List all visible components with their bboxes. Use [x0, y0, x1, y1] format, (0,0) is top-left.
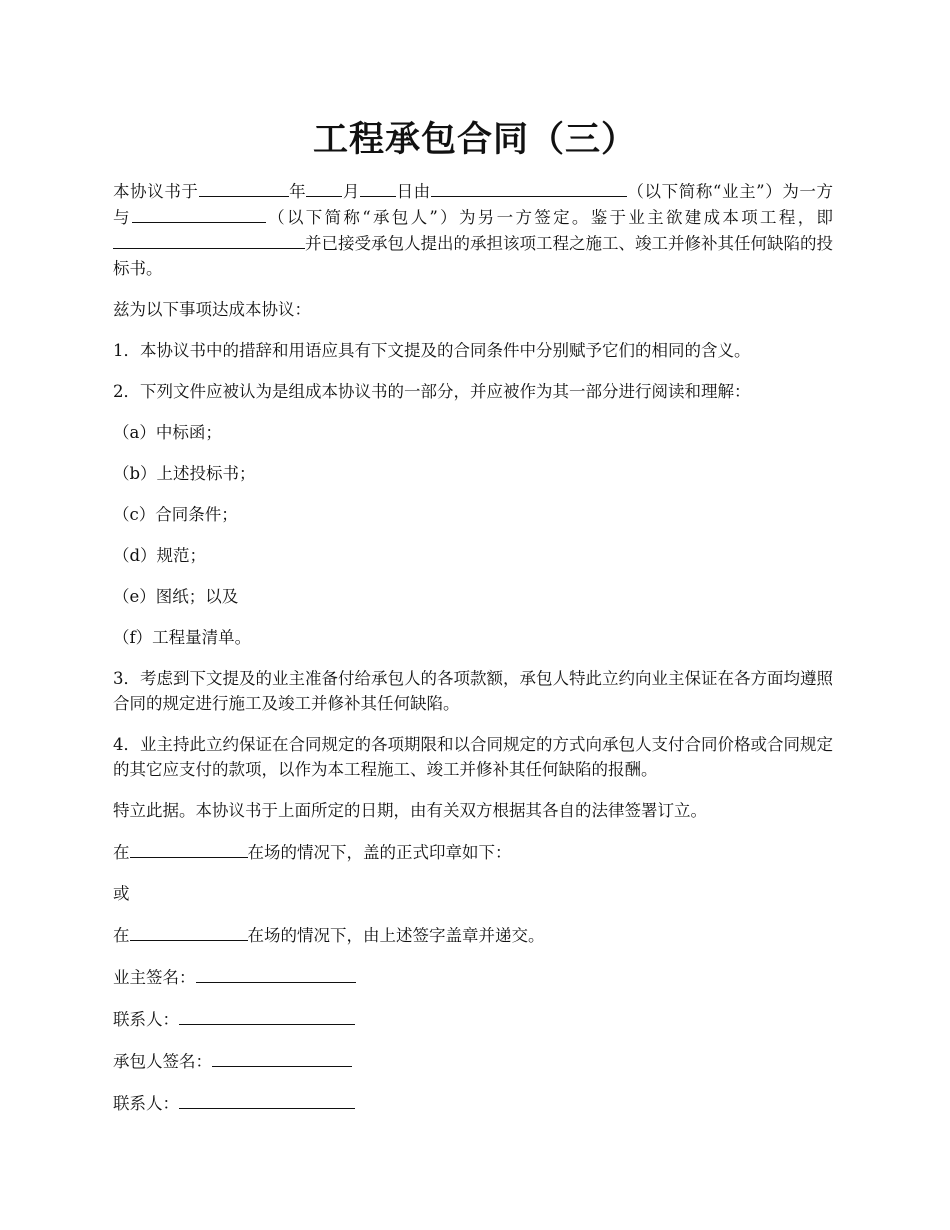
list-item: （b）上述投标书； [113, 464, 256, 483]
blank-contractor [132, 204, 266, 223]
intro-text-5: （以下简称“业主”）为一方与 [113, 182, 834, 227]
list-item: （d）规范； [113, 546, 207, 565]
blank-day [360, 178, 396, 197]
blank-project [113, 230, 305, 249]
sign-line [113, 922, 833, 948]
contractor-signature-blank [212, 1048, 352, 1067]
list-item: （c）合同条件； [113, 505, 238, 524]
list-item: （f）工程量清单。 [113, 628, 252, 647]
intro-text-1: 本协议书于 [113, 182, 199, 201]
intro-text-4: 日由 [395, 182, 431, 201]
witness-statement: 特立此据。本协议书于上面所定的日期，由有关双方根据其各自的法律签署订立。 [113, 801, 707, 820]
owner-signature-line [113, 964, 833, 990]
clause-3: 3．考虑到下文提及的业主准备付给承包人的各项款额，承包人特此立约向业主保证在各方面均遵照合同的规定进行施工及竣工并修补其任何缺陷。 [113, 669, 833, 713]
contractor-signature-line [113, 1048, 833, 1074]
agreement-statement: 兹为以下事项达成本协议： [113, 300, 311, 319]
blank-sign-witness [130, 922, 248, 941]
clause-2: 2．下列文件应被认为是组成本协议书的一部分，并应被作为其一部分进行阅读和理解： [113, 382, 751, 401]
owner-contact-blank [179, 1006, 355, 1025]
owner-signature-blank [196, 964, 356, 983]
intro-text-3: 月 [342, 182, 360, 201]
sign-pre: 在 [113, 926, 130, 945]
seal-line [113, 839, 833, 865]
blank-owner [431, 178, 627, 197]
intro-text-6: （以下简称“承包人”）为另一方签定。鉴于业主欲建成本项工程，即 [265, 208, 834, 227]
blank-year [199, 178, 289, 197]
owner-contact-label: 联系人： [113, 1010, 179, 1029]
seal-pre: 在 [113, 843, 130, 862]
clause-1: 1．本协议书中的措辞和用语应具有下文提及的合同条件中分别赋予它们的相同的含义。 [113, 341, 751, 360]
seal-post: 在场的情况下，盖的正式印章如下： [247, 843, 512, 862]
contractor-signature-label: 承包人签名： [113, 1052, 212, 1071]
intro-paragraph [113, 178, 833, 281]
owner-contact-line [113, 1006, 833, 1032]
contractor-contact-label: 联系人： [113, 1094, 179, 1113]
document-title: 工程承包合同（三） [312, 119, 637, 160]
owner-signature-label: 业主签名： [113, 968, 196, 987]
clause-4: 4．业主持此立约保证在合同规定的各项期限和以合同规定的方式向承包人支付合同价格或合同规定的其它应支付的款项，以作为本工程施工、竣工并修补其任何缺陷的报酬。 [113, 735, 833, 779]
sign-post: 在场的情况下，由上述签字盖章并递交。 [247, 926, 545, 945]
list-item: （a）中标函； [113, 423, 222, 442]
intro-text-7: 并已接受承包人提出的承担该项工程之施工、竣工并修补其任何缺陷的投标书。 [113, 234, 833, 278]
list-item: （e）图纸；以及 [113, 587, 239, 606]
blank-month [306, 178, 342, 197]
intro-text-2: 年 [288, 182, 307, 201]
contractor-contact-blank [179, 1090, 355, 1109]
blank-seal-witness [130, 839, 248, 858]
or-line: 或 [113, 884, 130, 903]
contractor-contact-line [113, 1090, 833, 1116]
document-body [113, 178, 833, 1132]
